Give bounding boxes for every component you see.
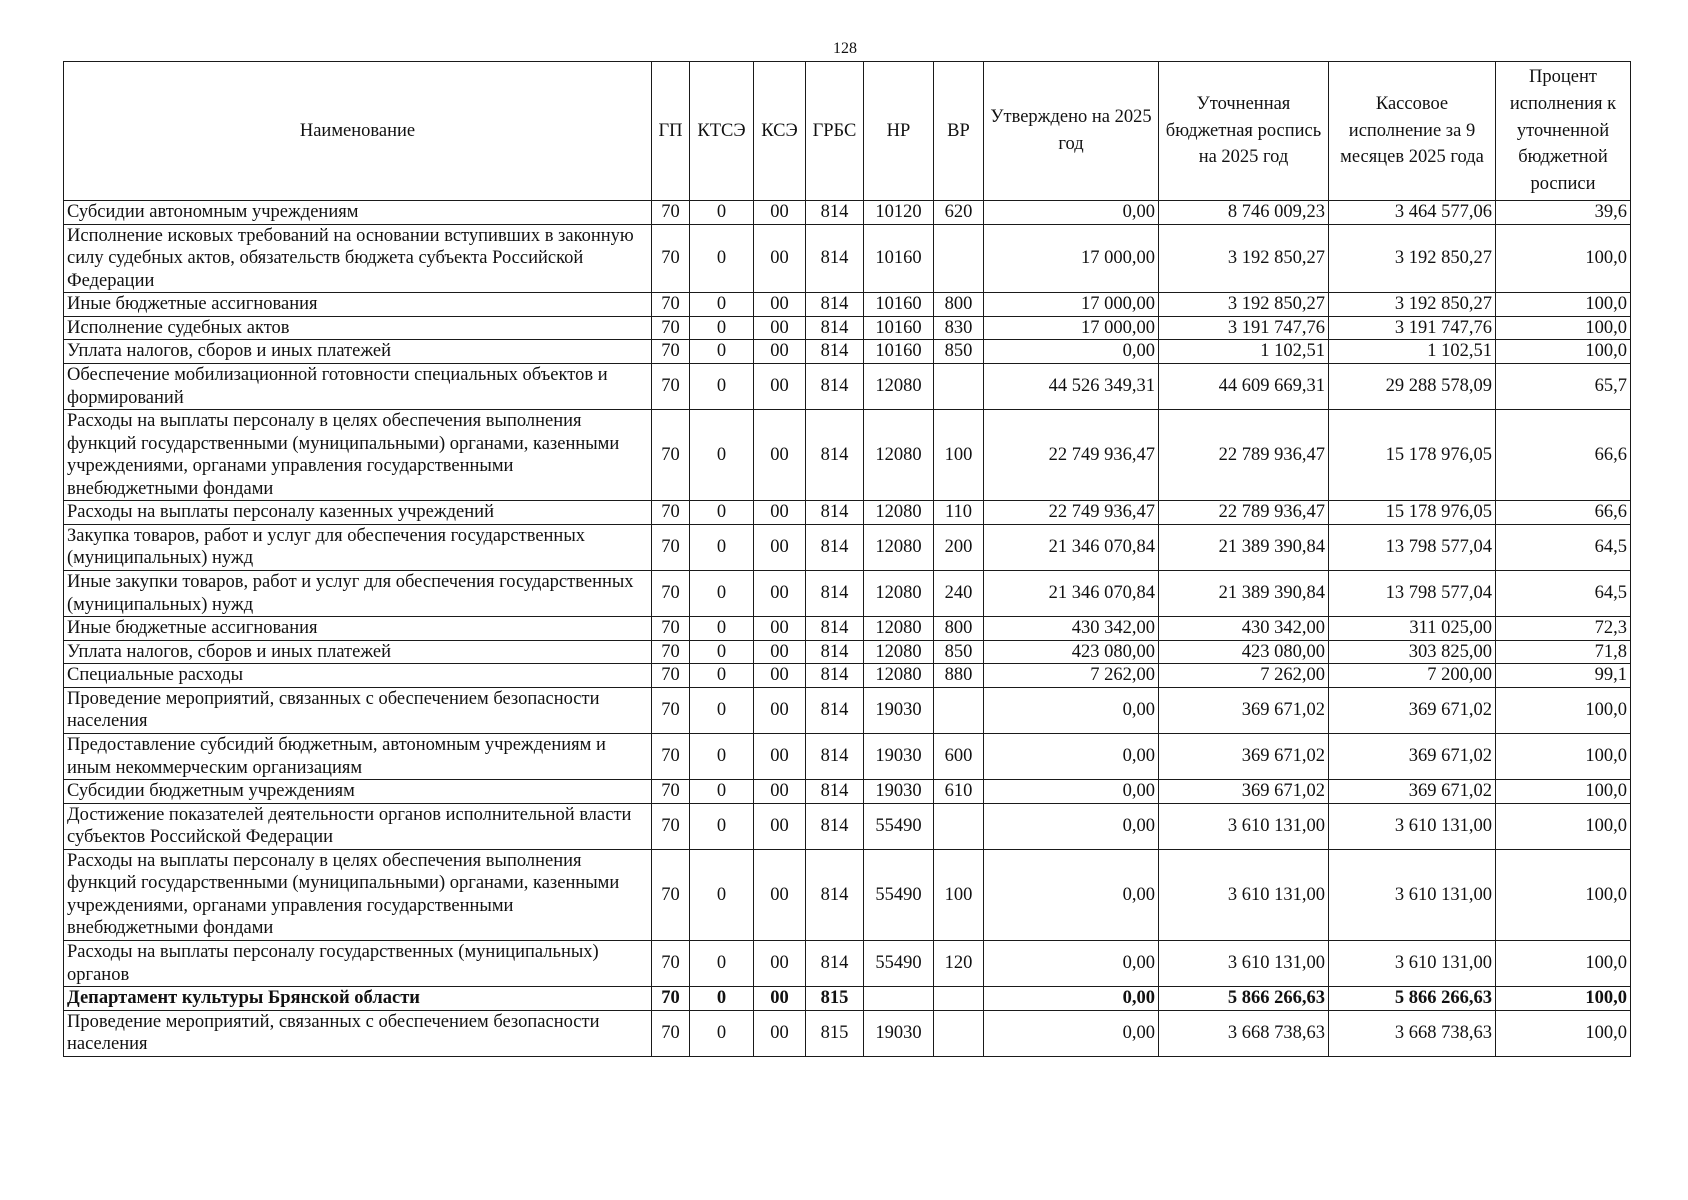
cell-vr (934, 803, 984, 849)
header-grbs: ГРБС (806, 62, 864, 201)
cell-np: 12080 (864, 640, 934, 664)
cell-refined: 22 789 936,47 (1159, 410, 1329, 501)
cell-kse: 00 (754, 201, 806, 225)
cell-percent: 100,0 (1496, 224, 1631, 293)
cell-np: 55490 (864, 941, 934, 987)
cell-vr: 830 (934, 316, 984, 340)
cell-kse: 00 (754, 617, 806, 641)
cell-gp: 70 (652, 664, 690, 688)
cell-cash: 15 178 976,05 (1329, 501, 1496, 525)
cell-refined: 21 389 390,84 (1159, 524, 1329, 570)
cell-name: Уплата налогов, сборов и иных платежей (64, 340, 652, 364)
cell-gp: 70 (652, 410, 690, 501)
cell-vr: 800 (934, 293, 984, 317)
table-row (64, 1010, 1631, 1056)
cell-approved: 0,00 (984, 849, 1159, 940)
cell-grbs: 814 (806, 803, 864, 849)
cell-ktse: 0 (690, 340, 754, 364)
cell-grbs: 814 (806, 340, 864, 364)
cell-cash: 369 671,02 (1329, 733, 1496, 779)
cell-cash: 3 610 131,00 (1329, 941, 1496, 987)
cell-gp: 70 (652, 524, 690, 570)
cell-percent: 100,0 (1496, 987, 1631, 1011)
cell-approved: 17 000,00 (984, 316, 1159, 340)
cell-gp: 70 (652, 849, 690, 940)
cell-name: Проведение мероприятий, связанных с обеспечением безопасности населения (64, 1010, 652, 1056)
cell-np: 12080 (864, 524, 934, 570)
cell-refined: 3 610 131,00 (1159, 849, 1329, 940)
cell-percent: 64,5 (1496, 571, 1631, 617)
cell-gp: 70 (652, 571, 690, 617)
cell-np: 10160 (864, 293, 934, 317)
cell-gp: 70 (652, 316, 690, 340)
cell-refined: 22 789 936,47 (1159, 501, 1329, 525)
cell-cash: 3 610 131,00 (1329, 849, 1496, 940)
cell-gp: 70 (652, 340, 690, 364)
cell-np: 12080 (864, 664, 934, 688)
cell-ktse: 0 (690, 293, 754, 317)
cell-kse: 00 (754, 1010, 806, 1056)
cell-vr (934, 687, 984, 733)
cell-grbs: 815 (806, 987, 864, 1011)
cell-name: Иные закупки товаров, работ и услуг для обеспечения государственных (муниципальных) нужд (64, 571, 652, 617)
cell-gp: 70 (652, 501, 690, 525)
cell-grbs: 814 (806, 640, 864, 664)
cell-kse: 00 (754, 664, 806, 688)
cell-percent: 100,0 (1496, 849, 1631, 940)
cell-approved: 423 080,00 (984, 640, 1159, 664)
cell-gp: 70 (652, 201, 690, 225)
cell-name: Уплата налогов, сборов и иных платежей (64, 640, 652, 664)
table-row (64, 687, 1631, 733)
cell-approved: 0,00 (984, 803, 1159, 849)
cell-grbs: 814 (806, 733, 864, 779)
cell-percent: 66,6 (1496, 501, 1631, 525)
header-vr: ВР (934, 62, 984, 201)
cell-percent: 65,7 (1496, 363, 1631, 409)
cell-kse: 00 (754, 340, 806, 364)
table-row (64, 316, 1631, 340)
header-refined: Уточненная бюджетная роспись на 2025 год (1159, 62, 1329, 201)
cell-vr: 200 (934, 524, 984, 570)
cell-refined: 3 610 131,00 (1159, 941, 1329, 987)
cell-cash: 303 825,00 (1329, 640, 1496, 664)
cell-gp: 70 (652, 640, 690, 664)
table-row (64, 941, 1631, 987)
cell-grbs: 814 (806, 571, 864, 617)
cell-np: 55490 (864, 803, 934, 849)
cell-vr (934, 1010, 984, 1056)
cell-percent: 100,0 (1496, 293, 1631, 317)
cell-np: 12080 (864, 501, 934, 525)
cell-kse: 00 (754, 941, 806, 987)
cell-np: 12080 (864, 410, 934, 501)
cell-np: 10160 (864, 316, 934, 340)
cell-name: Расходы на выплаты персоналу в целях обеспечения выполнения функций государственными (муниципальными) органами, казенными учреждениями, органами управления государственными внебюджетными фондами (64, 410, 652, 501)
cell-ktse: 0 (690, 363, 754, 409)
cell-name: Достижение показателей деятельности органов исполнительной власти субъектов Российской Федерации (64, 803, 652, 849)
header-approved: Утверждено на 2025 год (984, 62, 1159, 201)
cell-percent: 100,0 (1496, 780, 1631, 804)
cell-approved: 44 526 349,31 (984, 363, 1159, 409)
cell-name: Предоставление субсидий бюджетным, автономным учреждениям и иным некоммерческим организациям (64, 733, 652, 779)
cell-refined: 1 102,51 (1159, 340, 1329, 364)
cell-ktse: 0 (690, 571, 754, 617)
cell-cash: 3 668 738,63 (1329, 1010, 1496, 1056)
cell-name: Иные бюджетные ассигнования (64, 293, 652, 317)
cell-vr (934, 224, 984, 293)
cell-refined: 8 746 009,23 (1159, 201, 1329, 225)
cell-ktse: 0 (690, 987, 754, 1011)
cell-approved: 0,00 (984, 987, 1159, 1011)
header-row (64, 62, 1631, 201)
cell-np: 10160 (864, 224, 934, 293)
cell-ktse: 0 (690, 224, 754, 293)
cell-refined: 3 192 850,27 (1159, 224, 1329, 293)
cell-name: Расходы на выплаты персоналу в целях обеспечения выполнения функций государственными (муниципальными) органами, казенными учреждениями, органами управления государственными внебюджетными фондами (64, 849, 652, 940)
cell-grbs: 814 (806, 363, 864, 409)
cell-approved: 22 749 936,47 (984, 410, 1159, 501)
table-row (64, 640, 1631, 664)
cell-grbs: 814 (806, 410, 864, 501)
cell-np: 12080 (864, 363, 934, 409)
cell-refined: 430 342,00 (1159, 617, 1329, 641)
cell-np: 12080 (864, 617, 934, 641)
cell-vr (934, 363, 984, 409)
cell-cash: 15 178 976,05 (1329, 410, 1496, 501)
cell-gp: 70 (652, 687, 690, 733)
cell-vr: 620 (934, 201, 984, 225)
cell-cash: 13 798 577,04 (1329, 571, 1496, 617)
cell-refined: 423 080,00 (1159, 640, 1329, 664)
cell-gp: 70 (652, 224, 690, 293)
cell-kse: 00 (754, 803, 806, 849)
cell-percent: 66,6 (1496, 410, 1631, 501)
cell-vr: 850 (934, 340, 984, 364)
cell-grbs: 815 (806, 1010, 864, 1056)
table-row (64, 849, 1631, 940)
cell-refined: 3 191 747,76 (1159, 316, 1329, 340)
cell-cash: 3 464 577,06 (1329, 201, 1496, 225)
cell-vr: 880 (934, 664, 984, 688)
cell-ktse: 0 (690, 849, 754, 940)
cell-grbs: 814 (806, 293, 864, 317)
cell-cash: 3 191 747,76 (1329, 316, 1496, 340)
cell-cash: 3 610 131,00 (1329, 803, 1496, 849)
cell-approved: 0,00 (984, 733, 1159, 779)
cell-kse: 00 (754, 524, 806, 570)
cell-gp: 70 (652, 941, 690, 987)
cell-percent: 39,6 (1496, 201, 1631, 225)
table-row (64, 803, 1631, 849)
table-row (64, 780, 1631, 804)
cell-ktse: 0 (690, 201, 754, 225)
cell-percent: 71,8 (1496, 640, 1631, 664)
cell-refined: 3 192 850,27 (1159, 293, 1329, 317)
cell-grbs: 814 (806, 664, 864, 688)
table-row (64, 524, 1631, 570)
cell-grbs: 814 (806, 941, 864, 987)
header-gp: ГП (652, 62, 690, 201)
cell-grbs: 814 (806, 524, 864, 570)
cell-name: Иные бюджетные ассигнования (64, 617, 652, 641)
cell-kse: 00 (754, 687, 806, 733)
cell-name: Субсидии автономным учреждениям (64, 201, 652, 225)
cell-name: Закупка товаров, работ и услуг для обеспечения государственных (муниципальных) нужд (64, 524, 652, 570)
cell-approved: 0,00 (984, 1010, 1159, 1056)
cell-vr: 110 (934, 501, 984, 525)
cell-cash: 369 671,02 (1329, 780, 1496, 804)
cell-cash: 1 102,51 (1329, 340, 1496, 364)
cell-percent: 100,0 (1496, 733, 1631, 779)
cell-ktse: 0 (690, 501, 754, 525)
cell-approved: 430 342,00 (984, 617, 1159, 641)
cell-ktse: 0 (690, 941, 754, 987)
cell-gp: 70 (652, 803, 690, 849)
page-number: 128 (833, 40, 857, 57)
cell-ktse: 0 (690, 664, 754, 688)
cell-name: Обеспечение мобилизационной готовности специальных объектов и формирований (64, 363, 652, 409)
cell-kse: 00 (754, 410, 806, 501)
cell-approved: 21 346 070,84 (984, 524, 1159, 570)
cell-gp: 70 (652, 617, 690, 641)
cell-refined: 21 389 390,84 (1159, 571, 1329, 617)
header-ktse: КТСЭ (690, 62, 754, 201)
cell-kse: 00 (754, 640, 806, 664)
header-cash: Кассовое исполнение за 9 месяцев 2025 года (1329, 62, 1496, 201)
cell-percent: 64,5 (1496, 524, 1631, 570)
cell-cash: 7 200,00 (1329, 664, 1496, 688)
cell-ktse: 0 (690, 640, 754, 664)
header-np: НР (864, 62, 934, 201)
table-row (64, 664, 1631, 688)
cell-vr: 100 (934, 849, 984, 940)
cell-approved: 0,00 (984, 780, 1159, 804)
cell-approved: 7 262,00 (984, 664, 1159, 688)
cell-approved: 0,00 (984, 941, 1159, 987)
table-row (64, 340, 1631, 364)
cell-refined: 44 609 669,31 (1159, 363, 1329, 409)
cell-np: 10160 (864, 340, 934, 364)
cell-name: Расходы на выплаты персоналу государственных (муниципальных) органов (64, 941, 652, 987)
table-row (64, 987, 1631, 1011)
cell-np: 19030 (864, 687, 934, 733)
cell-refined: 7 262,00 (1159, 664, 1329, 688)
cell-refined: 3 610 131,00 (1159, 803, 1329, 849)
cell-name: Субсидии бюджетным учреждениям (64, 780, 652, 804)
cell-percent: 100,0 (1496, 1010, 1631, 1056)
cell-name: Проведение мероприятий, связанных с обеспечением безопасности населения (64, 687, 652, 733)
table-row (64, 363, 1631, 409)
table-row (64, 501, 1631, 525)
cell-name: Исполнение исковых требований на основании вступивших в законную силу судебных актов, обязательств бюджета субъекта Российской Федерации (64, 224, 652, 293)
table-row (64, 410, 1631, 501)
cell-ktse: 0 (690, 524, 754, 570)
cell-gp: 70 (652, 780, 690, 804)
cell-vr: 100 (934, 410, 984, 501)
table-row (64, 224, 1631, 293)
header-kse: КСЭ (754, 62, 806, 201)
budget-table (63, 61, 1631, 1057)
cell-vr: 600 (934, 733, 984, 779)
cell-percent: 100,0 (1496, 316, 1631, 340)
cell-kse: 00 (754, 987, 806, 1011)
cell-grbs: 814 (806, 687, 864, 733)
cell-kse: 00 (754, 293, 806, 317)
cell-approved: 21 346 070,84 (984, 571, 1159, 617)
cell-vr: 240 (934, 571, 984, 617)
cell-name: Исполнение судебных актов (64, 316, 652, 340)
cell-ktse: 0 (690, 733, 754, 779)
cell-gp: 70 (652, 363, 690, 409)
cell-approved: 22 749 936,47 (984, 501, 1159, 525)
cell-refined: 5 866 266,63 (1159, 987, 1329, 1011)
cell-kse: 00 (754, 316, 806, 340)
cell-name: Расходы на выплаты персоналу казенных учреждений (64, 501, 652, 525)
cell-percent: 100,0 (1496, 340, 1631, 364)
cell-gp: 70 (652, 293, 690, 317)
cell-approved: 17 000,00 (984, 293, 1159, 317)
cell-vr: 610 (934, 780, 984, 804)
cell-refined: 369 671,02 (1159, 733, 1329, 779)
cell-np: 19030 (864, 780, 934, 804)
cell-grbs: 814 (806, 849, 864, 940)
cell-cash: 311 025,00 (1329, 617, 1496, 641)
cell-kse: 00 (754, 780, 806, 804)
cell-ktse: 0 (690, 617, 754, 641)
table-row (64, 733, 1631, 779)
cell-cash: 369 671,02 (1329, 687, 1496, 733)
cell-percent: 99,1 (1496, 664, 1631, 688)
cell-vr: 120 (934, 941, 984, 987)
cell-np: 55490 (864, 849, 934, 940)
cell-percent: 100,0 (1496, 941, 1631, 987)
cell-ktse: 0 (690, 780, 754, 804)
cell-np: 19030 (864, 733, 934, 779)
cell-grbs: 814 (806, 201, 864, 225)
cell-vr: 800 (934, 617, 984, 641)
cell-grbs: 814 (806, 617, 864, 641)
cell-approved: 0,00 (984, 340, 1159, 364)
cell-np: 10120 (864, 201, 934, 225)
cell-refined: 3 668 738,63 (1159, 1010, 1329, 1056)
cell-cash: 5 866 266,63 (1329, 987, 1496, 1011)
cell-ktse: 0 (690, 803, 754, 849)
cell-np (864, 987, 934, 1011)
table-row (64, 201, 1631, 225)
table-row (64, 293, 1631, 317)
cell-cash: 13 798 577,04 (1329, 524, 1496, 570)
table-row (64, 571, 1631, 617)
table-row (64, 617, 1631, 641)
cell-grbs: 814 (806, 501, 864, 525)
cell-approved: 0,00 (984, 687, 1159, 733)
cell-cash: 29 288 578,09 (1329, 363, 1496, 409)
cell-grbs: 814 (806, 780, 864, 804)
table-body (64, 201, 1631, 1057)
cell-grbs: 814 (806, 316, 864, 340)
cell-percent: 100,0 (1496, 687, 1631, 733)
cell-cash: 3 192 850,27 (1329, 293, 1496, 317)
header-name: Наименование (64, 62, 652, 201)
cell-ktse: 0 (690, 1010, 754, 1056)
cell-cash: 3 192 850,27 (1329, 224, 1496, 293)
cell-grbs: 814 (806, 224, 864, 293)
cell-percent: 100,0 (1496, 803, 1631, 849)
cell-np: 12080 (864, 571, 934, 617)
cell-approved: 0,00 (984, 201, 1159, 225)
cell-kse: 00 (754, 224, 806, 293)
cell-kse: 00 (754, 849, 806, 940)
cell-gp: 70 (652, 1010, 690, 1056)
cell-ktse: 0 (690, 687, 754, 733)
cell-vr (934, 987, 984, 1011)
cell-kse: 00 (754, 733, 806, 779)
cell-kse: 00 (754, 501, 806, 525)
cell-refined: 369 671,02 (1159, 687, 1329, 733)
cell-refined: 369 671,02 (1159, 780, 1329, 804)
cell-ktse: 0 (690, 316, 754, 340)
cell-ktse: 0 (690, 410, 754, 501)
cell-name: Департамент культуры Брянской области (64, 987, 652, 1011)
cell-kse: 00 (754, 363, 806, 409)
cell-approved: 17 000,00 (984, 224, 1159, 293)
cell-np: 19030 (864, 1010, 934, 1056)
cell-percent: 72,3 (1496, 617, 1631, 641)
cell-gp: 70 (652, 987, 690, 1011)
header-percent: Процент исполнения к уточненной бюджетной росписи (1496, 62, 1631, 201)
cell-gp: 70 (652, 733, 690, 779)
cell-vr: 850 (934, 640, 984, 664)
cell-name: Специальные расходы (64, 664, 652, 688)
cell-kse: 00 (754, 571, 806, 617)
